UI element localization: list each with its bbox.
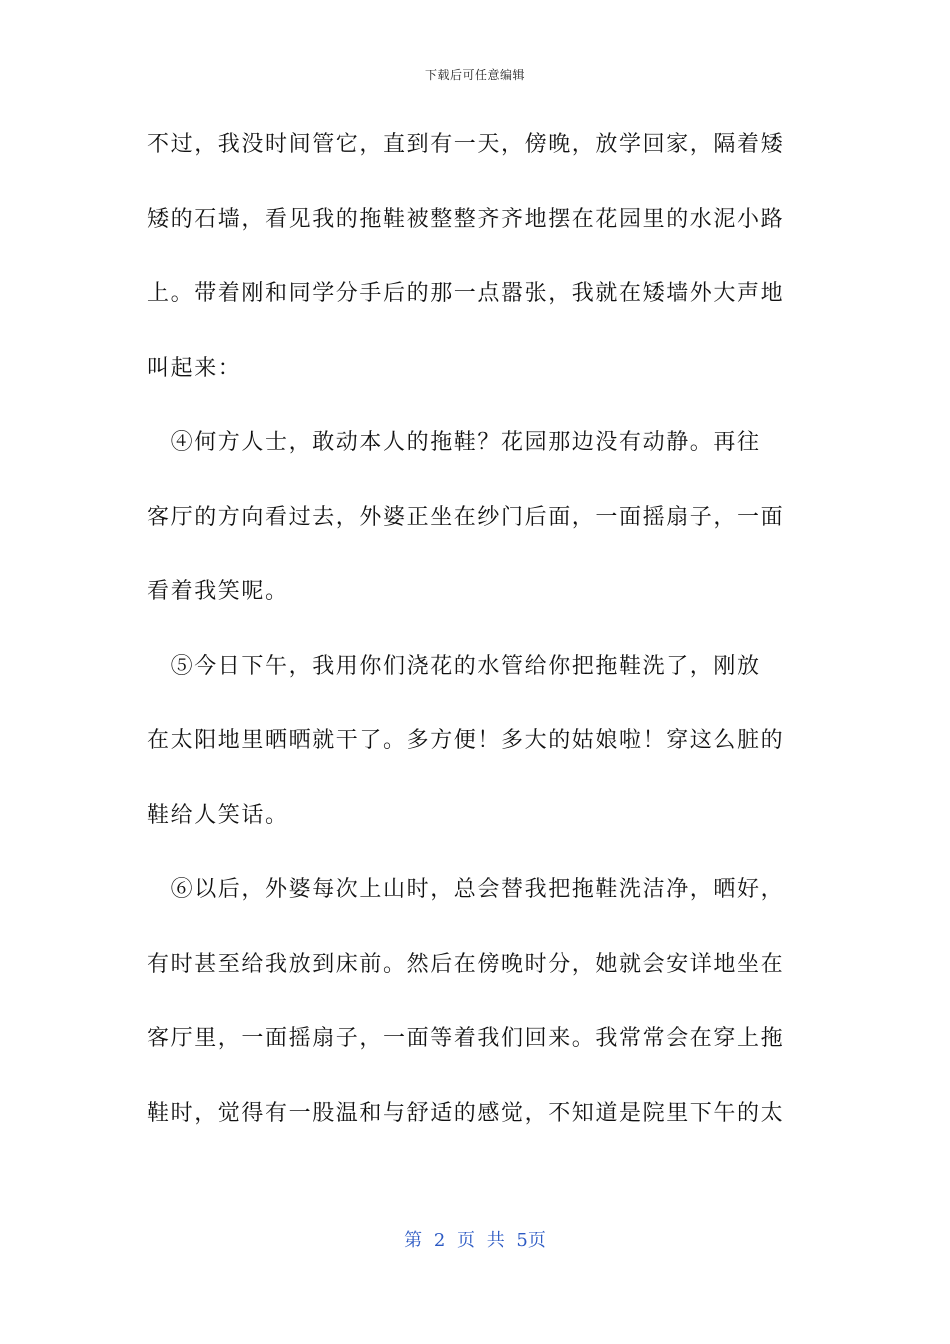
text-line: 客厅里，一面摇扇子，一面等着我们回来。我常常会在穿上拖 <box>147 1026 785 1051</box>
text-line: 不过，我没时间管它，直到有一天，傍晚，放学回家，隔着矮 <box>147 132 785 157</box>
text-line: 看着我笑呢。 <box>147 579 289 604</box>
text-line: 矮的石墙，看见我的拖鞋被整整齐齐地摆在花园里的水泥小路 <box>147 206 785 232</box>
text-line: 叫起来： <box>147 355 242 381</box>
text-line: ⑤今日下午，我用你们浇花的水管给你把拖鞋洗了，刚放 <box>147 653 761 679</box>
text-line: ④何方人士，敢动本人的拖鞋？花园那边没有动静。再往 <box>147 430 761 455</box>
text-line: 有时甚至给我放到床前。然后在傍晚时分，她就会安详地坐在 <box>147 951 785 977</box>
text-line: 鞋给人笑话。 <box>147 802 289 828</box>
page-number-footer: 第 2 页 共 5页 <box>404 1230 546 1251</box>
document-body <box>147 122 807 1165</box>
page-header: 下载后可任意编辑 <box>424 68 525 82</box>
text-line: 在太阳地里晒晒就干了。多方便！多大的姑娘啦！穿这么脏的 <box>147 728 785 753</box>
text-line: 上。带着刚和同学分手后的那一点嚣张，我就在矮墙外大声地 <box>147 281 785 306</box>
text-line: 客厅的方向看过去，外婆正坐在纱门后面，一面摇扇子，一面 <box>147 504 785 530</box>
text-line: 鞋时，觉得有一股温和与舒适的感觉，不知道是院里下午的太 <box>147 1100 785 1126</box>
text-line: ⑥以后，外婆每次上山时，总会替我把拖鞋洗洁净，晒好， <box>147 877 785 902</box>
